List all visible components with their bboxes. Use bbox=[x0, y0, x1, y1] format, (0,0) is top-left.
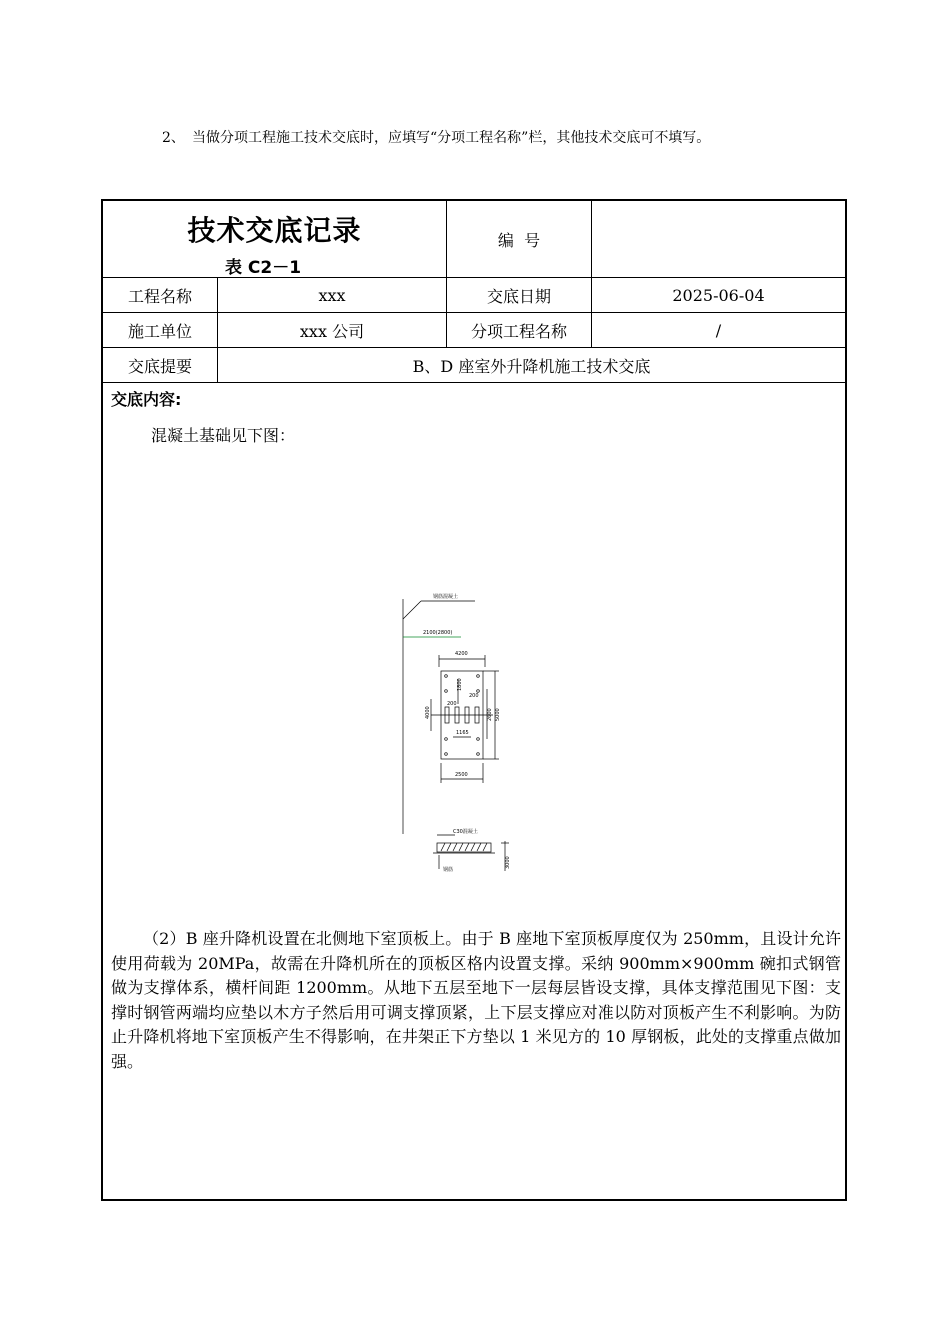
content-label: 交底内容: bbox=[111, 390, 182, 409]
project-name-label-cell bbox=[103, 278, 218, 312]
date-value: 2025-06-04 bbox=[672, 285, 765, 305]
dim-bottom-a: 1165 bbox=[456, 730, 469, 736]
unit-row bbox=[103, 313, 845, 348]
form-header-row bbox=[103, 201, 845, 278]
sub-project-label: 分项工程名称 bbox=[470, 321, 567, 341]
project-name-cell bbox=[218, 278, 447, 312]
dim-right-b: 5000 bbox=[495, 708, 501, 721]
anchor-bolt-3 bbox=[445, 753, 448, 756]
summary-label: 交底提要 bbox=[127, 356, 192, 376]
section-bottom-label: 钢筋 bbox=[443, 867, 454, 873]
dim-inner-b: 200 bbox=[469, 693, 479, 699]
sub-project-cell bbox=[592, 313, 845, 347]
summary-cell bbox=[218, 348, 845, 382]
leader-line bbox=[403, 601, 421, 619]
anchor-bolt-6 bbox=[477, 690, 480, 693]
note-text: 当做分项工程施工技术交底时，应填写“分项工程名称”栏，其他技术交底可不填写。 bbox=[192, 130, 711, 146]
section-dim: 3000 bbox=[505, 856, 511, 869]
number-label: 编 号 bbox=[497, 230, 541, 250]
dim-right-a: 2600 bbox=[487, 708, 493, 721]
form-number: 表 C2－1 bbox=[225, 258, 302, 278]
label-top: 钢筋混凝土 bbox=[433, 594, 459, 600]
foundation-drawing bbox=[375, 579, 555, 879]
number-value-cell bbox=[592, 201, 845, 277]
instruction-note bbox=[162, 125, 822, 151]
support-paragraph: （2）B 座升降机设置在北侧地下室顶板上。由于 B 座地下室顶板厚度仅为 250mm，且设计允许使用荷载为 20MPa，故需在升降机所在的顶板区格内设置支撑。采纳 900mm×900mm 碗扣式钢管做为支撑体系，横杆间距 1200mm。从地下五层至地下一层每层皆设支撑，具体支撑范围见下图：支撑时钢管两端均应垫以木方子然后用可调支撑顶紧，上下层支撑应对准以防对顶板产生不利影响。为防止升降机将地下室顶板产生不得影响，在井架正下方垫以 1 米见方的 10 厚钢板，此处的支撑重点做加强。 bbox=[111, 929, 841, 1071]
project-name-label: 工程名称 bbox=[127, 286, 192, 306]
anchor-bolt-7 bbox=[445, 738, 448, 741]
section-top-label: C30混凝土 bbox=[453, 829, 478, 835]
dim-top: 2100(2800) bbox=[423, 630, 453, 636]
summary-label-cell bbox=[103, 348, 218, 382]
summary-value: B、D 座室外升降机施工技术交底 bbox=[412, 356, 651, 376]
unit-label-cell bbox=[103, 313, 218, 347]
unit-value: xxx 公司 bbox=[299, 321, 365, 341]
technical-briefing-form bbox=[101, 199, 847, 1201]
sub-project-label-cell bbox=[447, 313, 592, 347]
dim-left: 4000 bbox=[425, 706, 431, 719]
title-cell bbox=[103, 201, 447, 277]
note-number: 2、 bbox=[162, 130, 185, 146]
number-label-cell bbox=[447, 201, 592, 277]
unit-label: 施工单位 bbox=[127, 321, 192, 341]
anchor-bolt-1 bbox=[445, 675, 448, 678]
dim-inner-a: 1800 bbox=[457, 678, 463, 691]
project-row bbox=[103, 278, 845, 313]
content-intro: 混凝土基础见下图： bbox=[151, 426, 296, 445]
anchor-bolt-4 bbox=[477, 753, 480, 756]
dim-bottom-b: 2500 bbox=[455, 772, 468, 778]
section-hatch bbox=[441, 843, 487, 851]
sub-project-value: / bbox=[715, 320, 722, 340]
date-label-cell bbox=[447, 278, 592, 312]
summary-row bbox=[103, 348, 845, 383]
dim-inner-c: 200 bbox=[447, 701, 457, 707]
anchor-bolt-5 bbox=[445, 690, 448, 693]
date-cell bbox=[592, 278, 845, 312]
unit-cell bbox=[218, 313, 447, 347]
project-name-value: xxx bbox=[318, 285, 346, 305]
anchor-bolt-2 bbox=[477, 675, 480, 678]
dim-width: 4200 bbox=[455, 651, 468, 657]
anchor-bolt-8 bbox=[477, 738, 480, 741]
date-label: 交底日期 bbox=[486, 286, 551, 306]
form-title: 技术交底记录 bbox=[187, 214, 362, 247]
